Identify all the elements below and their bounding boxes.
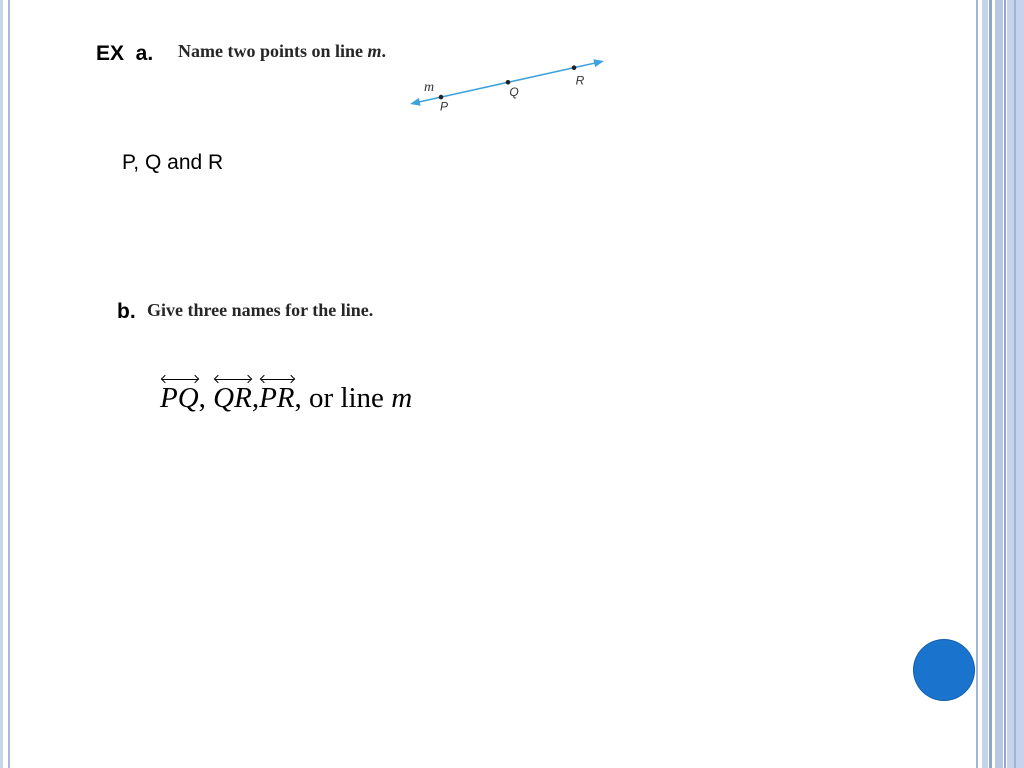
point-r	[572, 65, 577, 70]
separator: ,	[251, 382, 260, 414]
line-label-m: m	[423, 80, 435, 95]
right-frame-stripe	[1004, 0, 1006, 768]
right-frame-stripe	[1014, 0, 1016, 768]
left-frame-stripe	[0, 0, 3, 768]
right-frame-stripe	[995, 0, 1003, 768]
right-frame-stripe	[982, 0, 988, 768]
line-name-pq	[160, 382, 199, 414]
right-arrowhead-icon	[593, 59, 604, 67]
example-a-label: EX a.	[96, 42, 154, 65]
right-frame-stripe	[989, 0, 992, 768]
point-label-p: P	[439, 99, 449, 114]
prompt-a-period: .	[381, 41, 387, 61]
right-frame-stripe	[976, 0, 978, 768]
point-q	[506, 80, 511, 85]
double-arrow-icon	[162, 379, 198, 380]
example-b-answer	[160, 382, 412, 414]
double-arrow-icon	[261, 379, 293, 380]
line-name-qr	[213, 382, 252, 414]
left-frame-line	[8, 0, 10, 768]
decorative-circle	[913, 639, 975, 701]
example-b-label: b.	[117, 300, 136, 323]
left-arrowhead-icon	[410, 98, 421, 106]
point-label-r: R	[575, 73, 585, 88]
example-a-prompt	[178, 41, 386, 61]
point-label-q: Q	[509, 85, 519, 99]
line-m-diagram	[400, 50, 615, 116]
line-name-text: PR	[259, 382, 295, 414]
prompt-a-variable: m	[367, 41, 382, 61]
line-name-text: PQ	[160, 382, 199, 414]
separator: , or line	[294, 382, 392, 414]
prompt-a-text: Name two points on line	[178, 41, 364, 61]
example-b-prompt: Give three names for the line.	[147, 300, 374, 320]
example-a-answer: P, Q and R	[122, 151, 224, 174]
line-name-pr	[259, 382, 294, 414]
line-variable-m: m	[391, 382, 413, 414]
line-name-text: QR	[213, 382, 252, 414]
double-arrow-icon	[215, 379, 251, 380]
separator: ,	[198, 382, 214, 414]
